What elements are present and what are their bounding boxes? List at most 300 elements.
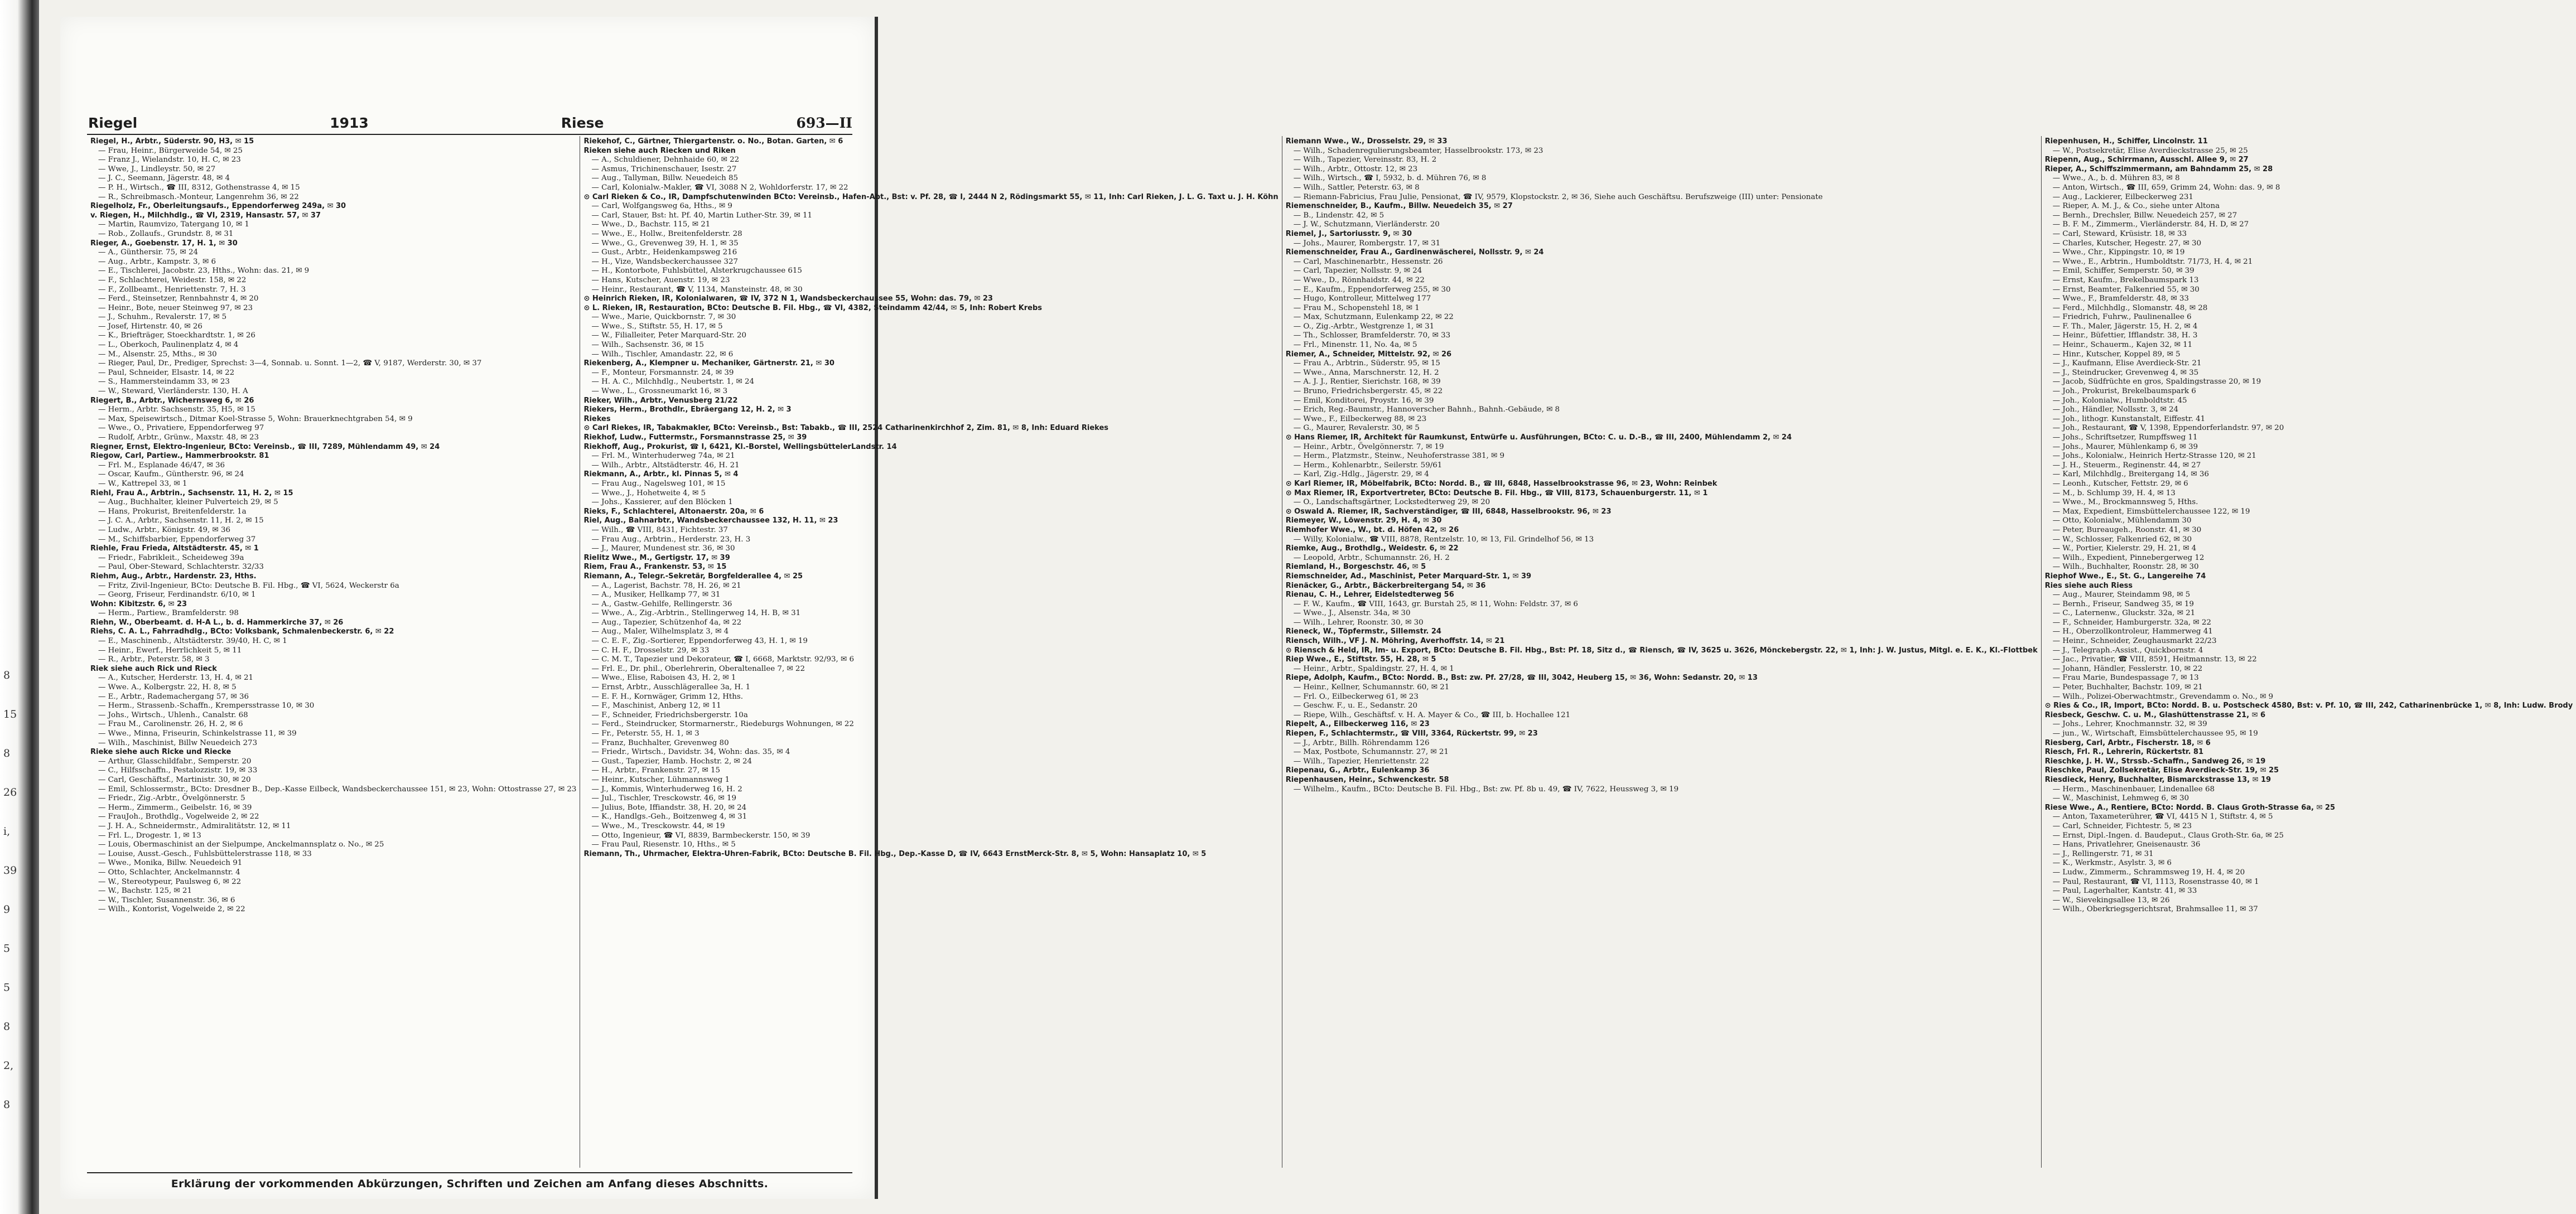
directory-entry: — Paul, Lagerhalter, Kantstr. 41, ✉ 33 <box>2052 887 2197 896</box>
directory-entry: — Joh., Händler, Nollsstr. 3, ✉ 24 <box>2052 405 2179 414</box>
directory-entry: — Gust., Arbtr., Heidenkampsweg 216 <box>591 248 737 257</box>
directory-entry: — S., Hammersteindamm 33, ✉ 23 <box>98 378 230 386</box>
directory-entry: — A., Musiker, Hellkamp 77, ✉ 31 <box>591 591 721 599</box>
directory-entry: — K., Werkmstr., Asylstr. 3, ✉ 6 <box>2052 859 2172 868</box>
directory-entry: — Johann, Händler, Fesslerstr. 10, ✉ 22 <box>2052 664 2203 673</box>
directory-entry: — Wwe., Elise, Raboisen 43, H. 2, ✉ 1 <box>591 674 736 683</box>
directory-entry: — Frl. O., Eilbeckerweg 61, ✉ 23 <box>1293 692 1419 701</box>
directory-entry: — Rudolf, Arbtr., Grünw., Maxstr. 48, ✉ 23 <box>98 433 259 442</box>
directory-entry: — Aug., Maurer, Steindamm 98, ✉ 5 <box>2052 591 2191 599</box>
directory-entry: — Charles, Kutscher, Hegestr. 27, ✉ 30 <box>2052 239 2202 248</box>
directory-entry: Rieken siehe auch Riecken und Riken <box>583 146 736 155</box>
directory-entry: — Frau Marie, Bundespassage 7, ✉ 13 <box>2052 674 2199 683</box>
directory-entry: Riemhofer Wwe., W., bt. d. Höfen 42, ✉ 26 <box>1285 525 1459 534</box>
directory-entry: Riemann, A., Telegr.-Sekretär, Borgfelderallee 4, ✉ 25 <box>583 572 803 581</box>
directory-entry: Wohn: Kibitzstr. 6, ✉ 23 <box>90 599 187 608</box>
directory-entry: — Oscar, Kaufm., Güntherstr. 96, ✉ 24 <box>98 470 244 479</box>
directory-entry: — Hans, Kutscher, Auenstr. 19, ✉ 23 <box>591 275 730 284</box>
directory-entry: — E., Kaufm., Eppendorferweg 255, ✉ 30 <box>1293 285 1451 294</box>
directory-entry: — Wwe., M., Brockmannsweg 5, Hths. <box>2052 498 2198 507</box>
directory-entry: — Wwe. A., Kolbergstr. 22, H. 8, ✉ 5 <box>98 683 237 692</box>
directory-entry: — Heinr., Arbtr., Spaldingstr. 27, H. 4, ✉ 1 <box>1293 664 1454 673</box>
directory-entry: — Wilh., Expedient, Pinnebergerweg 12 <box>2052 553 2204 562</box>
directory-entry: — Wilh., Buchhalter, Roonstr. 28, ✉ 30 <box>2052 563 2199 572</box>
directory-entry: — M., Alsenstr. 25, Mths., ✉ 30 <box>98 350 217 359</box>
header-year: 1913 <box>330 114 369 131</box>
directory-entry: ⊙ Ries & Co., IR, Import, BCto: Nordd. B. u. Postscheck 4580, Bst: v. Pf. 10, ☎ III, 242, Catharinenbrücke 1, ✉ 8, Inh: Ludw. Brody <box>2044 702 2573 710</box>
directory-entry: — Wilh., Wirtsch., ☎ I, 5932, b. d. Mühren 76, ✉ 8 <box>1293 174 1487 183</box>
directory-entry: — Karl, Milchhdlg., Breitergang 14, ✉ 36 <box>2052 470 2210 479</box>
directory-entry: — W., Portier, Kielerstr. 29, H. 21, ✉ 4 <box>2052 544 2197 553</box>
directory-entry: — Herm., Zimmerm., Geibelstr. 16, ✉ 39 <box>98 803 252 812</box>
directory-entry: — Herm., Kohlenarbtr., Seilerstr. 59/61 <box>1293 461 1443 470</box>
directory-entry: — Wilh., Maschinist, Billw Neuedeich 273 <box>98 738 258 747</box>
directory-entry: — A., Günthersir. 75, ✉ 24 <box>98 248 199 257</box>
directory-entry: — Joh., Restaurant, ☎ V, 1398, Eppendorferlandstr. 97, ✉ 20 <box>2052 424 2284 433</box>
directory-entry: Riepenhausen, Heinr., Schwenckestr. 58 <box>1285 775 1449 784</box>
directory-entry: — Wwe., Chr., Kippingstr. 10, ✉ 19 <box>2052 248 2185 257</box>
directory-entry: — Frau A., Arbtrin., Süderstr. 95, ✉ 15 <box>1293 359 1440 368</box>
directory-entry: — Aug., Maler, Wilhelmsplatz 3, ✉ 4 <box>591 627 729 636</box>
directory-entry: — Th., Schlosser, Bramfelderstr. 70, ✉ 33 <box>1293 331 1451 340</box>
directory-entry: — Erich, Reg.-Baumstr., Hannoverscher Bahnh., Bahnh.-Gebäude, ✉ 8 <box>1293 405 1560 414</box>
directory-entry: — Frl., Minenstr. 11, No. 4a, ✉ 5 <box>1293 341 1417 350</box>
directory-entry: — F. Th., Maler, Jägerstr. 15, H. 2, ✉ 4 <box>2052 322 2198 331</box>
directory-entry: — Heinr., Arbtr., Övelgönnerstr. 7, ✉ 19 <box>1293 442 1444 451</box>
page-number: 693—II <box>796 114 852 131</box>
directory-entry: — Paul, Restaurant, ☎ VI, 1113, Rosenstrasse 40, ✉ 1 <box>2052 877 2259 886</box>
directory-entry: — Riemann-Fabricius, Frau Julie, Pensionat, ☎ IV, 9579, Klopstockstr. 2, ✉ 36, Siehe auch Geschäftsu. Berufszweige (III) unter: Pensionate <box>1293 192 1823 201</box>
directory-entry: — E., Maschinenb., Altstädterstr. 39/40, H. C, ✉ 1 <box>98 637 287 646</box>
directory-entry: — Wwe., Marie, Quickbornstr. 7, ✉ 30 <box>591 313 736 322</box>
directory-entry: — Gust., Tapezier, Hamb. Hochstr. 2, ✉ 24 <box>591 757 752 766</box>
header-left-word: Riegel <box>88 114 138 131</box>
facing-page-fragment: 8 <box>3 1099 11 1111</box>
directory-entry: — Jul., Tischler, Tresckowstr. 46, ✉ 19 <box>591 794 737 803</box>
directory-entry: — R., Schreibmasch.-Monteur, Langenrehm 36, ✉ 22 <box>98 192 299 201</box>
directory-entry: — C., Hilfsschaffn., Pestalozzistr. 19, ✉ 33 <box>98 766 258 775</box>
directory-entry: — Wilh., Oberkriegsgerichtsrat, Brahmsallee 11, ✉ 37 <box>2052 905 2258 914</box>
directory-entry: Riehm, Aug., Arbtr., Hardenstr. 23, Hths. <box>90 572 257 581</box>
directory-entry: Rieks, F., Schlachterei, Altonaerstr. 20a, ✉ 6 <box>583 507 764 516</box>
directory-entry: Riehn, W., Oberbeamt. d. H-A L., b. d. Hammerkirche 37, ✉ 26 <box>90 618 344 627</box>
directory-entry: — W., Schlosser, Falkenried 62, ✉ 30 <box>2052 535 2192 544</box>
directory-entry: — Heinr., Kellner, Schumannstr. 60, ✉ 21 <box>1293 683 1450 692</box>
directory-entry: Riemann Wwe., W., Drosselstr. 29, ✉ 33 <box>1285 137 1448 146</box>
directory-entry: — F., Schneider, Friedrichsbergerstr. 10a <box>591 710 748 719</box>
directory-entry: — O., Zig.-Arbtr., Westgrenze 1, ✉ 31 <box>1293 322 1435 331</box>
directory-entry: — Aug., Buchhalter, kleiner Pulverteich 29, ✉ 5 <box>98 498 278 507</box>
directory-entry: Rienau, C. H., Lehrer, Eidelstedterweg 56 <box>1285 591 1454 599</box>
directory-entry: Riemenschneider, B., Kaufm., Billw. Neuedeich 35, ✉ 27 <box>1285 202 1513 211</box>
directory-entry: — Herm., Strassenb.-Schaffn., Krempersstrasse 10, ✉ 30 <box>98 702 315 710</box>
directory-entry: — Frau M., Schopenstehl 18, ✉ 1 <box>1293 303 1420 312</box>
directory-entry: — J. H. A., Schneidermstr., Admiralitätstr. 12, ✉ 11 <box>98 821 291 830</box>
directory-entry: — C. M. T., Tapezier und Dekorateur, ☎ I, 6668, Marktstr. 92/93, ✉ 6 <box>591 655 855 664</box>
directory-entry: — W., Tischler, Susannenstr. 36, ✉ 6 <box>98 896 235 905</box>
directory-entry: — Julius, Bote, Iffiandstr. 38, H. 20, ✉ 24 <box>591 803 747 812</box>
directory-entry: — Carl, Maschinenarbtr., Hessenstr. 26 <box>1293 257 1443 266</box>
directory-entry: Riehl, Frau A., Arbtrin., Sachsenstr. 11, H. 2, ✉ 15 <box>90 488 293 497</box>
directory-entry: — G., Maurer, Revalerstr. 30, ✉ 5 <box>1293 424 1420 433</box>
directory-entry: — R., Arbtr., Peterstr. 58, ✉ 3 <box>98 655 210 664</box>
facing-page-fragment: 9 <box>3 903 11 916</box>
directory-entry: Riekers, Herm., Brothdlr., Ebräergang 12, H. 2, ✉ 3 <box>583 405 792 414</box>
directory-entry: Riemel, J., Sartoriusstr. 9, ✉ 30 <box>1285 229 1412 238</box>
directory-entry: — Otto, Kolonialw., Mühlendamm 30 <box>2052 516 2192 525</box>
directory-entry: Riekhof, Ludw., Futtermstr., Forsmannstrasse 25, ✉ 39 <box>583 433 807 442</box>
directory-entry: — M., b. Schlump 39, H. 4, ✉ 13 <box>2052 488 2175 497</box>
directory-entry: — Ferd., Milchhdlg., Slomanstr. 48, ✉ 28 <box>2052 303 2208 312</box>
directory-entry: — K., Handlgs.-Geh., Boitzenweg 4, ✉ 31 <box>591 812 747 821</box>
directory-entry: ⊙ Oswald A. Riemer, IR, Sachverständiger, ☎ III, 6848, Hasselbrookstr. 96, ✉ 23 <box>1285 507 1612 516</box>
directory-entry: — Frl. M., Winterhuderweg 74a, ✉ 21 <box>591 452 735 461</box>
directory-entry: — B. F. M., Zimmerm., Vierländerstr. 84, H. D, ✉ 27 <box>2052 220 2249 229</box>
directory-entry: Riek siehe auch Rick und Rieck <box>90 664 217 673</box>
directory-entry: — Ludw., Zimmerm., Schrammsweg 19, H. 4, ✉ 20 <box>2052 868 2245 877</box>
directory-entry: Riepenhusen, H., Schiffer, Lincolnstr. 11 <box>2044 137 2208 146</box>
directory-entry: Riep Wwe., E., Stiftstr. 55, H. 28, ✉ 5 <box>1285 655 1436 664</box>
directory-entry: — Wwe., Minna, Friseurin, Schinkelstrasse 11, ✉ 39 <box>98 729 297 738</box>
directory-entry: — J. C., Seemann, Jägerstr. 48, ✉ 4 <box>98 174 230 183</box>
directory-entry: — Aug., Tapezier, Schützenhof 4a, ✉ 22 <box>591 618 742 627</box>
directory-entry: — Friedrich, Fuhrw., Paulinenallee 6 <box>2052 313 2192 322</box>
directory-entry: — Geschw. F., u. E., Sedanstr. 20 <box>1293 702 1418 710</box>
directory-entry: — E., Arbtr., Rademachergang 57, ✉ 36 <box>98 692 249 701</box>
directory-entry: Rieneck, W., Töpfermstr., Sillemstr. 24 <box>1285 627 1441 636</box>
header-right-word: Riese <box>561 114 604 131</box>
directory-entry: Riepen, F., Schlachtermstr., ☎ VIII, 3364, Rückertstr. 99, ✉ 23 <box>1285 729 1538 738</box>
directory-entry: — Franz, Buchhalter, Grevenweg 80 <box>591 738 729 747</box>
directory-entry: ⊙ Carl Rieken & Co., IR, Dampfschutenwinden BCto: Vereinsb., Hafen-Abt., Bst: v. Pf. 28, ☎ I, 2444 N 2, Rödingsmarkt 55, ✉ 11, Inh: Carl Rieken, J. L. G. Taxt u. J. H. Köhn <box>583 192 1279 201</box>
directory-entry: Riegelholz, Fr., Oberleitungsaufs., Eppendorferweg 249a, ✉ 30 <box>90 202 346 211</box>
directory-entry: — Franz J., Wielandstr. 10, H. C, ✉ 23 <box>98 156 241 165</box>
directory-entry: — Ferd., Steinsetzer, Rennbahnstr 4, ✉ 20 <box>98 294 259 303</box>
directory-entry: — Hans, Prokurist, Breitenfelderstr. 1a <box>98 507 247 516</box>
directory-entry: Riemland, H., Borgeschstr. 46, ✉ 5 <box>1285 563 1426 572</box>
directory-entry: — J. H., Steuerm., Reginenstr. 44, ✉ 27 <box>2052 461 2201 470</box>
directory-entry: — L., Oberkoch, Paulinenplatz 4, ✉ 4 <box>98 341 239 350</box>
directory-entry: — Wwe, J., Lindleystr. 50, ✉ 27 <box>98 165 216 173</box>
directory-entry: — Ernst, Arbtr., Ausschlägerallee 3a, H. 1 <box>591 683 751 692</box>
column-2 <box>580 136 1282 1168</box>
directory-entry: — W., Sievekingsallee 13, ✉ 26 <box>2052 896 2170 905</box>
directory-entry: — Wwe., O., Privatiere, Eppendorferweg 97 <box>98 424 264 433</box>
directory-entry: Riehs, C. A. L., Fahrradhdlg., BCto: Volksbank, Schmalenbeckerstr. 6, ✉ 22 <box>90 627 394 636</box>
directory-entry: — F., Schlachterei, Weidestr. 158, ✉ 22 <box>98 275 247 284</box>
directory-entry: — Bernh., Drechsler, Billw. Neuedeich 257, ✉ 27 <box>2052 211 2237 220</box>
directory-entry: ⊙ Karl Riemer, IR, Möbelfabrik, BCto: Nordd. B., ☎ III, 6848, Hasselbrookstrasse 96, ✉ 23, Wohn: Reinbek <box>1285 479 1718 488</box>
directory-entry: Rieper, A., Schiffszimmermann, am Bahndamm 25, ✉ 28 <box>2044 165 2273 173</box>
directory-entry: — Wilh., Polizei-Oberwachtmstr., Grevendamm o. No., ✉ 9 <box>2052 692 2274 701</box>
directory-entry: Riel, Aug., Bahnarbtr., Wandsbeckerchaussee 132, H. 11, ✉ 23 <box>583 516 838 525</box>
directory-entry: v. Riegen, H., Milchhdlg., ☎ VI, 2319, Hansastr. 57, ✉ 37 <box>90 211 321 220</box>
directory-entry: — Joh., lithogr. Kunstanstalt, Eiffestr. 41 <box>2052 414 2206 423</box>
directory-entry: — Wilh., Arbtr., Altstädterstr. 46, H. 21 <box>591 461 740 470</box>
directory-entry: Riepenau, G., Arbtr., Eulenkamp 36 <box>1285 766 1430 775</box>
directory-entry: — Heinr., Ewerf., Herrlichkeit 5, ✉ 11 <box>98 646 242 655</box>
page-header <box>88 113 852 133</box>
directory-entry: — Ferd., Steindrucker, Stormarnerstr., Riedeburgs Wohnungen, ✉ 22 <box>591 720 854 729</box>
directory-entry: — Wilh., Tischler, Amandastr. 22, ✉ 6 <box>591 350 734 359</box>
directory-entry: — Wwe., D., Bachstr. 115, ✉ 21 <box>591 220 711 229</box>
directory-entry: — Leopold, Arbtr., Schumannstr. 26, H. 2 <box>1293 553 1450 562</box>
directory-entry: — Herm., Maschinenbauer, Lindenallee 68 <box>2052 785 2215 794</box>
directory-entry: — Wwe., A., b. d. Mühren 83, ✉ 8 <box>2052 174 2180 183</box>
directory-entry: — H., Kontorbote, Fuhlsbüttel, Alsterkrugchaussee 615 <box>591 267 802 275</box>
directory-entry: — Frl. E., Dr. phil., Oberlehrerin, Oberaltenallee 7, ✉ 22 <box>591 664 805 673</box>
directory-entry: ⊙ Heinrich Rieken, IR, Kolonialwaren, ☎ IV, 372 N 1, Wandsbeckerchaussee 55, Wohn: das. 79, ✉ 23 <box>583 294 993 303</box>
directory-entry: — Max, Expedient, Eimsbüttelerchaussee 122, ✉ 19 <box>2052 507 2250 516</box>
directory-entry: — H., Vize, Wandsbeckerchaussee 327 <box>591 257 738 266</box>
directory-entry: — Heinr., Schneider, Zeughausmarkt 22/23 <box>2052 637 2217 646</box>
directory-entry: — Johs., Lehrer, Knochmannstr. 32, ✉ 39 <box>2052 720 2207 729</box>
directory-entry: — Wwe., L., Grossneumarkt 16, ✉ 3 <box>591 387 728 396</box>
directory-entry: — FrauJoh., Brothdlg., Vogelweide 2, ✉ 22 <box>98 812 259 821</box>
directory-entry: — Peter, Bureaugeh., Roonstr. 41, ✉ 30 <box>2052 525 2202 534</box>
directory-entry: — Rieger, Paul, Dr., Prediger, Sprechst: 3—4, Sonnab. u. Sonnt. 1—2, ☎ V, 9187, Werderstr. 30, ✉ 37 <box>98 359 482 368</box>
column-3 <box>1282 136 2042 1168</box>
directory-entry: — E., Tischlerei, Jacobstr. 23, Hths., Wohn: das. 21, ✉ 9 <box>98 267 310 275</box>
directory-entry: ⊙ Riensch & Held, IR, Im- u. Export, BCto: Deutsche B. Fil. Hbg., Bst: Pf. 18, Sitz d., ☎ Riensch, ☎ IV, 3625 u. 3626, Mönckebergstr. 22, ✉ 1, Inh: J. W. Justus, Mitgl. e. E. K., Kl.-Flottbek <box>1285 646 2038 655</box>
directory-entry: — Wwe., E., Arbtrin., Humboldtstr. 71/73, H. 4, ✉ 21 <box>2052 257 2253 266</box>
directory-entry: — Heinr., Kutscher, Lühmannsweg 1 <box>591 775 730 784</box>
directory-entry: — Paul, Ober-Steward, Schlachterstr. 32/33 <box>98 563 264 572</box>
directory-entry: Riepenn, Aug., Schirrmann, Ausschl. Allee 9, ✉ 27 <box>2044 156 2249 165</box>
directory-entry: — Louis, Obermaschinist an der Sielpumpe, Anckelmannsplatz o. No., ✉ 25 <box>98 840 384 849</box>
directory-entry: — Martin, Raumvizo, Tatergang 10, ✉ 1 <box>98 220 249 229</box>
directory-entry: — Frl. M., Esplanade 46/47, ✉ 36 <box>98 461 225 470</box>
directory-entry: Rielitz Wwe., M., Gertigstr. 17, ✉ 39 <box>583 553 730 562</box>
directory-entry: — J. W., Schutzmann, Vierländerstr. 20 <box>1293 220 1440 229</box>
directory-entry: — Wilh., Kontorist, Vogelweide 2, ✉ 22 <box>98 905 245 914</box>
facing-page-fragment: 5 <box>3 942 11 955</box>
directory-entry: — Johs., Maurer, Rombergstr. 17, ✉ 31 <box>1293 239 1441 248</box>
directory-entry: — A., Gastw.-Gehilfe, Rellingerstr. 36 <box>591 599 732 608</box>
directory-entry: ⊙ Hans Riemer, IR, Architekt für Raumkunst, Entwürfe u. Ausführungen, BCto: C. u. D.-B., ☎ III, 2400, Mühlendamm 2, ✉ 24 <box>1285 433 1792 442</box>
directory-entry: — Johs., Wirtsch., Uhlenh., Canalstr. 68 <box>98 710 248 719</box>
directory-entry: — Wwe., Anna, Marschnerstr. 12, H. 2 <box>1293 368 1439 377</box>
directory-entry: — C. H. F., Drosselstr. 29, ✉ 33 <box>591 646 710 655</box>
directory-entry: Riehle, Frau Frieda, Altstädterstr. 45, ✉ 1 <box>90 544 259 553</box>
facing-page-fragment: 8 <box>3 747 11 760</box>
directory-entry: — Heinr., Büfettier, Ifflandstr. 38, H. 3 <box>2052 331 2198 340</box>
footer-rule <box>87 1172 852 1173</box>
directory-entry: — W., Stereotypeur, Paulsweg 6, ✉ 22 <box>98 877 242 886</box>
directory-entry: — Bruno, Friedrichsbergerstr. 45, ✉ 22 <box>1293 387 1443 396</box>
directory-entry: — J., Rellingerstr. 71, ✉ 31 <box>2052 849 2154 858</box>
directory-entry: Rieke siehe auch Ricke und Riecke <box>90 748 231 757</box>
directory-entry: Riephof Wwe., E., St. G., Langereihe 74 <box>2044 572 2206 581</box>
directory-entry: — Max, Speisewirtsch., Ditmar Koel-Strasse 5, Wohn: Brauerknechtgraben 54, ✉ 9 <box>98 414 413 423</box>
directory-entry: — W., Steward, Vierländerstr. 130, H. A <box>98 387 248 396</box>
directory-entry: — B., Lindenstr. 42, ✉ 5 <box>1293 211 1385 220</box>
directory-entry: Riegow, Carl, Partiew., Hammerbrookstr. 81 <box>90 452 269 461</box>
directory-entry: — Wilh., Tapezier, Vereinsstr. 83, H. 2 <box>1293 156 1437 165</box>
directory-entry: — W., Postsekretär, Elise Averdieckstrasse 25, ✉ 25 <box>2052 146 2248 155</box>
directory-entry: — P. H., Wirtsch., ☎ III, 8312, Gothenstrasse 4, ✉ 15 <box>98 183 300 192</box>
directory-entry: — Frau M., Carolinenstr. 26, H. 2, ✉ 6 <box>98 720 243 729</box>
directory-entry: — Heinr., Restaurant, ☎ V, 1134, Mansteinstr. 48, ✉ 30 <box>591 285 803 294</box>
directory-entry: — Otto, Schlachter, Anckelmannstr. 4 <box>98 868 240 877</box>
facing-page-fragment: 5 <box>3 981 11 994</box>
directory-entry: — jun., W., Wirtschaft, Eimsbüttelerchaussee 95, ✉ 19 <box>2052 729 2258 738</box>
directory-entry: — K., Briefträger, Stoeckhardtstr. 1, ✉ 26 <box>98 331 255 340</box>
directory-entry: — J., Telegraph.-Assist., Quickbornstr. 4 <box>2052 646 2203 655</box>
header-rule <box>87 134 852 135</box>
directory-entry: Rieschke, J. H. W., Strssb.-Schaffn., Sandweg 26, ✉ 19 <box>2044 757 2266 766</box>
directory-entry: Riekes <box>583 414 611 423</box>
directory-entry: — Wwe., Monika, Billw. Neuedeich 91 <box>98 859 243 868</box>
directory-entry: — Emil, Schiffer, Semperstr. 50, ✉ 39 <box>2052 267 2194 275</box>
directory-entry: Riegel, H., Arbtr., Süderstr. 90, H3, ✉ 15 <box>90 137 254 146</box>
directory-entry: — J., Kommis, Winterhuderweg 16, H. 2 <box>591 785 742 794</box>
directory-entry: — Wilhelm., Kaufm., BCto: Deutsche B. Fil. Hbg., Bst: zw. Pf. 8b u. 49, ☎ IV, 7622, Heussweg 3, ✉ 19 <box>1293 785 1679 794</box>
facing-page-fragment: i, <box>3 825 11 838</box>
directory-entry: — Max, Schutzmann, Eulenkamp 22, ✉ 22 <box>1293 313 1454 322</box>
directory-entry: — M., Schiffsbarbier, Eppendorferweg 37 <box>98 535 256 544</box>
directory-entry: — H. A. C., Milchhdlg., Neubertstr. 1, ✉ 24 <box>591 378 755 386</box>
directory-entry: — Heinr., Bote, neuer Steinweg 97, ✉ 23 <box>98 303 253 312</box>
facing-page-fragment: 39 <box>3 864 17 877</box>
directory-entry: — Carl, Steward, Krüsistr. 18, ✉ 33 <box>2052 229 2187 238</box>
directory-entry: — Heinr., Schauerm., Kajen 32, ✉ 11 <box>2052 341 2193 350</box>
directory-entry: — Frau Aug., Arbtrin., Herderstr. 23, H. 3 <box>591 535 751 544</box>
directory-entry: — Ernst, Dipl.-Ingen. d. Baudeput., Claus Groth-Str. 6a, ✉ 25 <box>2052 831 2284 840</box>
directory-entry: — Herm., Arbtr. Sachsenstr. 35, H5, ✉ 15 <box>98 405 255 414</box>
directory-entry: — Ernst, Kaufm., Brekelbaumspark 13 <box>2052 275 2199 284</box>
directory-entry: — Leonh., Kutscher, Fettstr. 29, ✉ 6 <box>2052 479 2188 488</box>
directory-entry: — Aug., Arbtr., Kampstr. 3, ✉ 6 <box>98 257 216 266</box>
directory-entry: — Friedr., Wirtsch., Davidstr. 34, Wohn: das. 35, ✉ 4 <box>591 748 790 757</box>
directory-entry: ⊙ Carl Riekes, IR, Tabakmakler, BCto: Vereinsb., Bst: Tabakb., ☎ III, 2524 Catharinenkirchhof 2, Zim. 81, ✉ 8, Inh: Eduard Riekes <box>583 424 1109 433</box>
directory-entry: Riese Wwe., A., Rentiere, BCto: Nordd. B. Claus Groth-Strasse 6a, ✉ 25 <box>2044 803 2336 812</box>
directory-entry: — E. F. H., Kornwäger, Grimm 12, Hths. <box>591 692 744 701</box>
directory-entry: — Wwe., F., Bramfelderstr. 48, ✉ 33 <box>2052 294 2189 303</box>
directory-entry: — Friedr., Zig.-Arbtr., Övelgönnerstr. 5 <box>98 794 245 803</box>
directory-entry: — Wilh., Sattler, Peterstr. 63, ✉ 8 <box>1293 183 1420 192</box>
directory-entry: — J., Kaufmann, Elise Averdieck-Str. 21 <box>2052 359 2202 368</box>
directory-entry: Riesch, Frl. R., Lehrerin, Rückertstr. 81 <box>2044 748 2204 757</box>
directory-entry: — C. E. F., Zig.-Sortierer, Eppendorferweg 43, H. 1, ✉ 19 <box>591 637 808 646</box>
directory-entry: — Friedr., Fabrikleit., Scheideweg 39a <box>98 553 244 562</box>
column-1 <box>87 136 580 1168</box>
facing-page-fragment: 2, <box>3 1060 14 1072</box>
column-4 <box>2042 136 2576 1168</box>
directory-entry: Rieger, A., Goebenstr. 17, H. 1, ✉ 30 <box>90 239 238 248</box>
directory-entry: — Carl, Schneider, Fichtestr. 5, ✉ 23 <box>2052 821 2192 830</box>
directory-entry: — Wilh., ☎ VIII, 8431, Fichtestr. 37 <box>591 525 728 534</box>
directory-entry: Riemschneider, Ad., Maschinist, Peter Marquard-Str. 1, ✉ 39 <box>1285 572 1532 581</box>
directory-entry: — A., Lagerist, Bachstr. 78, H. 26, ✉ 21 <box>591 581 741 590</box>
directory-entry: — W., Bachstr. 125, ✉ 21 <box>98 887 192 896</box>
directory-entry: — Johs., Schriftsetzer, Rumpffsweg 11 <box>2052 433 2198 442</box>
directory-columns <box>87 136 2573 1168</box>
directory-entry: — Frl. L., Drogestr. 1, ✉ 13 <box>98 831 201 840</box>
directory-entry: — F., Schneider, Hamburgerstr. 32a, ✉ 22 <box>2052 618 2212 627</box>
directory-entry: — Wwe., G., Grevenweg 39, H. 1, ✉ 35 <box>591 239 739 248</box>
directory-entry: — Aug., Tallyman, Billw. Neuedeich 85 <box>591 174 739 183</box>
directory-entry: Riepe, Adolph, Kaufm., BCto: Nordd. B., Bst: zw. Pf. 27/28, ☎ III, 3042, Heuberg 15, ✉ 36, Wohn: Sedanstr. 20, ✉ 13 <box>1285 674 1758 683</box>
directory-entry: — J., Schuhm., Revalerstr. 17, ✉ 5 <box>98 313 227 322</box>
directory-entry: Riemann, Th., Uhrmacher, Elektra-Uhren-Fabrik, BCto: Deutsche B. Fil. Hbg., Dep.-Kasse D, ☎ IV, 6643 ErnstMerck-Str. 8, ✉ 5, Wohn: Hansaplatz 10, ✉ 5 <box>583 849 1207 858</box>
directory-entry: — Max, Postbote, Schumannstr. 27, ✉ 21 <box>1293 748 1449 757</box>
directory-entry: — Frau Paul, Riesenstr. 10, Hths., ✉ 5 <box>591 840 736 849</box>
directory-entry: — F., Maschinist, Anberg 12, ✉ 11 <box>591 702 721 710</box>
directory-entry: — Louise, Ausst.-Gesch., Fuhlsbüttelerstrasse 118, ✉ 33 <box>98 849 312 858</box>
directory-entry: — C., Laternenw., Gluckstr. 32a, ✉ 21 <box>2052 609 2196 618</box>
facing-page-fragment: 15 <box>3 708 17 720</box>
directory-entry: — Georg, Friseur, Ferdinandstr. 6/10, ✉ 1 <box>98 591 256 599</box>
directory-entry: Riegert, B., Arbtr., Wichernsweg 6, ✉ 26 <box>90 396 254 405</box>
directory-entry: — Hugo, Kontrolleur, Mittelweg 177 <box>1293 294 1431 303</box>
directory-entry: Riemer, A., Schneider, Mittelstr. 92, ✉ 26 <box>1285 350 1452 359</box>
directory-entry: — Jacob, Südfrüchte en gros, Spaldingstrasse 20, ✉ 19 <box>2052 378 2261 386</box>
directory-entry: — Joh., Kolonialw., Humboldtstr. 45 <box>2052 396 2187 405</box>
directory-entry: — Rieper, A. M. J., & Co., siehe unter Altona <box>2052 202 2220 211</box>
directory-entry: — J., Steindrucker, Grevenweg 4, ✉ 35 <box>2052 368 2199 377</box>
directory-entry: Riemeyer, W., Löwenstr. 29, H. 4, ✉ 30 <box>1285 516 1442 525</box>
directory-entry: — Fritz, Zivil-Ingenieur, BCto: Deutsche B. Fil. Hbg., ☎ VI, 5624, Weckerstr 6a <box>98 581 399 590</box>
directory-entry: — Wwe., J., Alsenstr. 34a, ✉ 30 <box>1293 609 1411 618</box>
directory-entry: — J. C. A., Arbtr., Sachsenstr. 11, H. 2, ✉ 15 <box>98 516 264 525</box>
directory-entry: Riekhoff, Aug., Prokurist, ☎ I, 6421, Kl.-Borstel, WellingsbüttelerLandstr. 14 <box>583 442 897 451</box>
directory-entry: Rienäcker, G., Arbtr., Bäckerbreitergang 54, ✉ 36 <box>1285 581 1486 590</box>
directory-entry: — Josef, Hirtenstr. 40, ✉ 26 <box>98 322 202 331</box>
directory-entry: — Wwe., E., Hollw., Breitenfelderstr. 28 <box>591 229 742 238</box>
directory-entry: Riemke, Aug., Brothdlg., Weidestr. 6, ✉ 22 <box>1285 544 1459 553</box>
facing-page-fragment: 8 <box>3 669 11 681</box>
directory-entry: — A., Schuldiener, Dehnhaide 60, ✉ 22 <box>591 156 740 165</box>
directory-entry: — Herm., Platzmstr., Steinw., Neuhoferstrasse 381, ✉ 9 <box>1293 452 1505 461</box>
directory-entry: Rieker, Wilh., Arbtr., Venusberg 21/22 <box>583 396 738 405</box>
directory-entry: — Wwe., D., Rönnhaidstr. 44, ✉ 22 <box>1293 275 1425 284</box>
directory-entry: — Wwe., J., Hohetweite 4, ✉ 5 <box>591 488 706 497</box>
directory-entry: — Frau Aug., Nagelsweg 101, ✉ 15 <box>591 479 726 488</box>
directory-entry: — Wilh., Sachsenstr. 36, ✉ 15 <box>591 341 705 350</box>
directory-entry: — Anton, Taxameterührer, ☎ VI, 4415 N 1, Stiftstr. 4, ✉ 5 <box>2052 812 2273 821</box>
directory-entry: — Wwe., F., Eilbeckerweg 88, ✉ 23 <box>1293 414 1427 423</box>
directory-entry: — Joh., Prokurist, Brekelbaumspark 6 <box>2052 387 2196 396</box>
directory-entry: — Carl, Wolfgangsweg 6a, Hths., ✉ 9 <box>591 202 732 211</box>
directory-entry: Rieschke, Paul, Zollsekretär, Elise Averdieck-Str. 19, ✉ 25 <box>2044 766 2279 775</box>
directory-entry: — Carl, Stauer, Bst: ht. Pf. 40, Martin Luther-Str. 39, ✉ 11 <box>591 211 813 220</box>
directory-entry: — Wilh., Schadenregulierungsbeamter, Hasselbrookstr. 173, ✉ 23 <box>1293 146 1543 155</box>
directory-entry: — H., Oberzollkontroleur, Hammerweg 41 <box>2052 627 2213 636</box>
directory-entry: Riesdieck, Henry, Buchhalter, Bismarckstrasse 13, ✉ 19 <box>2044 775 2271 784</box>
directory-entry: — H., Arbtr., Frankenstr. 27, ✉ 15 <box>591 766 720 775</box>
directory-entry: — Jac., Privatier, ☎ VIII, 8591, Heitmannstr. 13, ✉ 22 <box>2052 655 2257 664</box>
directory-entry: — Riepe, Wilh., Geschäftsf. v. H. A. Mayer & Co., ☎ III, b. Hochallee 121 <box>1293 710 1571 719</box>
footer-note: Erklärung der vorkommenden Abkürzungen, Schriften und Zeichen am Anfang dieses Abschnitts. <box>171 1178 769 1190</box>
directory-entry: Riesbeck, Geschw. C. u. M., Glashüttenstrasse 21, ✉ 6 <box>2044 710 2266 719</box>
directory-entry: — Paul, Schneider, Elsastr. 14, ✉ 22 <box>98 368 235 377</box>
directory-entry: — Johs., Kassierer, auf den Blöcken 1 <box>591 498 733 507</box>
directory-entry: — A., Kutscher, Herderstr. 13, H. 4, ✉ 21 <box>98 674 254 683</box>
directory-entry: — W., Maschinist, Lehmweg 6, ✉ 30 <box>2052 794 2189 803</box>
directory-entry: — Anton, Wirtsch., ☎ III, 659, Grimm 24, Wohn: das. 9, ✉ 8 <box>2052 183 2280 192</box>
directory-entry: ⊙ L. Rieken, IR, Restauration, BCto: Deutsche B. Fil. Hbg., ☎ VI, 4382, Steindamm 42/44, ✉ 5, Inh: Robert Krebs <box>583 303 1043 312</box>
directory-entry: — Willy, Kolonialw., ☎ VIII, 8878, Rentzelstr. 10, ✉ 13, Fil. Grindelhof 56, ✉ 13 <box>1293 535 1594 544</box>
directory-entry: — O., Landschaftsgärtner, Lockstedterweg 29, ✉ 20 <box>1293 498 1490 507</box>
directory-entry: Ries siehe auch Riess <box>2044 581 2133 590</box>
directory-entry: — J., Arbtr., Billh. Röhrendamm 126 <box>1293 738 1430 747</box>
directory-entry: — F., Zollbeamt., Henriettenstr. 7, H. 3 <box>98 285 246 294</box>
book-spine-edge <box>0 0 39 1214</box>
directory-entry: — Frau, Heinr., Bürgerweide 54, ✉ 25 <box>98 146 243 155</box>
directory-entry: — A. J. J., Rentier, Sierichstr. 168, ✉ 39 <box>1293 378 1441 386</box>
directory-entry: — Asmus, Trichinenschauer, Isestr. 27 <box>591 165 737 173</box>
